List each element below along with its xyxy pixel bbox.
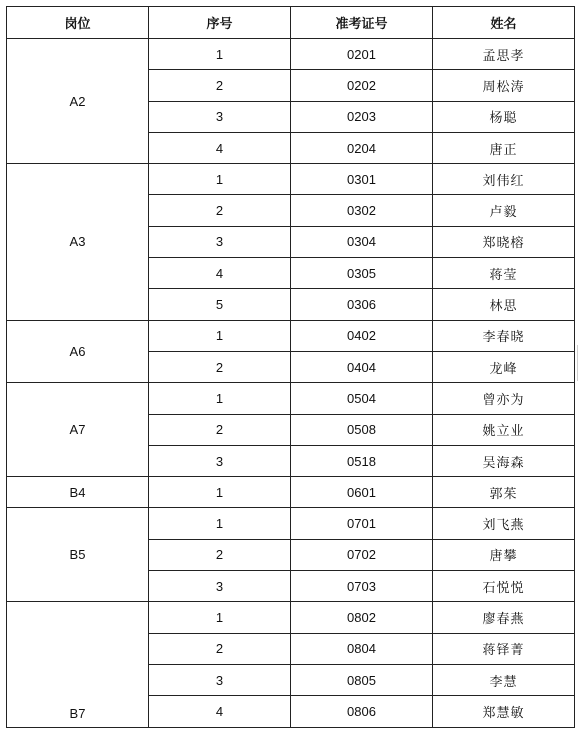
name-cell: 曾亦为 <box>433 383 575 414</box>
name-cell: 蒋莹 <box>433 258 575 289</box>
table-row <box>7 383 575 414</box>
name-cell: 姚立业 <box>433 414 575 445</box>
seq-cell: 2 <box>149 414 291 445</box>
seq-cell: 1 <box>149 164 291 195</box>
name-cell: 李春晓 <box>433 320 575 351</box>
name-cell: 刘飞燕 <box>433 508 575 539</box>
seq-cell: 2 <box>149 70 291 101</box>
table-row <box>7 39 575 70</box>
table-body <box>7 39 575 728</box>
position-cell: A6 <box>7 320 149 383</box>
name-cell: 唐正 <box>433 132 575 163</box>
position-cell: A3 <box>7 164 149 320</box>
name-cell: 刘伟红 <box>433 164 575 195</box>
seq-cell: 1 <box>149 320 291 351</box>
table-row <box>7 164 575 195</box>
seq-cell: 1 <box>149 39 291 70</box>
exam-no-cell: 0504 <box>291 383 433 414</box>
seq-cell: 3 <box>149 664 291 695</box>
seq-cell: 1 <box>149 508 291 539</box>
position-cell: A2 <box>7 39 149 164</box>
name-cell: 李慧 <box>433 664 575 695</box>
exam-no-cell: 0802 <box>291 602 433 633</box>
exam-no-cell: 0805 <box>291 664 433 695</box>
exam-no-cell: 0601 <box>291 477 433 508</box>
exam-no-cell: 0701 <box>291 508 433 539</box>
seq-cell: 2 <box>149 351 291 382</box>
exam-no-cell: 0302 <box>291 195 433 226</box>
seq-cell: 3 <box>149 101 291 132</box>
seq-cell: 2 <box>149 195 291 226</box>
name-cell: 石悦悦 <box>433 571 575 602</box>
seq-cell: 1 <box>149 383 291 414</box>
table-row <box>7 508 575 539</box>
seq-cell: 1 <box>149 602 291 633</box>
exam-no-cell: 0518 <box>291 445 433 476</box>
position-cell: A7 <box>7 383 149 477</box>
exam-no-cell: 0203 <box>291 101 433 132</box>
exam-no-cell: 0402 <box>291 320 433 351</box>
name-cell: 郑晓榕 <box>433 226 575 257</box>
table-row <box>7 602 575 633</box>
seq-cell: 3 <box>149 226 291 257</box>
header-row <box>7 7 575 39</box>
name-cell: 蒋铎菁 <box>433 633 575 664</box>
header-seq: 序号 <box>149 7 291 39</box>
name-cell: 唐攀 <box>433 539 575 570</box>
seq-cell: 5 <box>149 289 291 320</box>
exam-no-cell: 0305 <box>291 258 433 289</box>
exam-no-cell: 0202 <box>291 70 433 101</box>
header-position: 岗位 <box>7 7 149 39</box>
candidate-table <box>6 6 575 728</box>
exam-no-cell: 0304 <box>291 226 433 257</box>
name-cell: 龙峰 <box>433 351 575 382</box>
exam-no-cell: 0404 <box>291 351 433 382</box>
position-cell: B4 <box>7 477 149 508</box>
name-cell: 郑慧敏 <box>433 696 575 727</box>
name-cell: 周松涛 <box>433 70 575 101</box>
exam-no-cell: 0306 <box>291 289 433 320</box>
exam-no-cell: 0806 <box>291 696 433 727</box>
edge-mark <box>577 345 578 381</box>
seq-cell: 4 <box>149 132 291 163</box>
name-cell: 卢毅 <box>433 195 575 226</box>
exam-no-cell: 0508 <box>291 414 433 445</box>
seq-cell: 1 <box>149 477 291 508</box>
exam-no-cell: 0703 <box>291 571 433 602</box>
name-cell: 郭茱 <box>433 477 575 508</box>
header-exam-no: 准考证号 <box>291 7 433 39</box>
table-row <box>7 477 575 508</box>
seq-cell: 4 <box>149 696 291 727</box>
name-cell: 廖春燕 <box>433 602 575 633</box>
table-row <box>7 320 575 351</box>
exam-no-cell: 0201 <box>291 39 433 70</box>
position-cell: B7 <box>7 602 149 727</box>
exam-no-cell: 0204 <box>291 132 433 163</box>
name-cell: 吴海森 <box>433 445 575 476</box>
name-cell: 孟思孝 <box>433 39 575 70</box>
seq-cell: 3 <box>149 571 291 602</box>
seq-cell: 3 <box>149 445 291 476</box>
seq-cell: 4 <box>149 258 291 289</box>
exam-no-cell: 0702 <box>291 539 433 570</box>
header-name: 姓名 <box>433 7 575 39</box>
exam-no-cell: 0301 <box>291 164 433 195</box>
position-cell: B5 <box>7 508 149 602</box>
seq-cell: 2 <box>149 539 291 570</box>
exam-no-cell: 0804 <box>291 633 433 664</box>
name-cell: 林思 <box>433 289 575 320</box>
seq-cell: 2 <box>149 633 291 664</box>
name-cell: 杨聪 <box>433 101 575 132</box>
